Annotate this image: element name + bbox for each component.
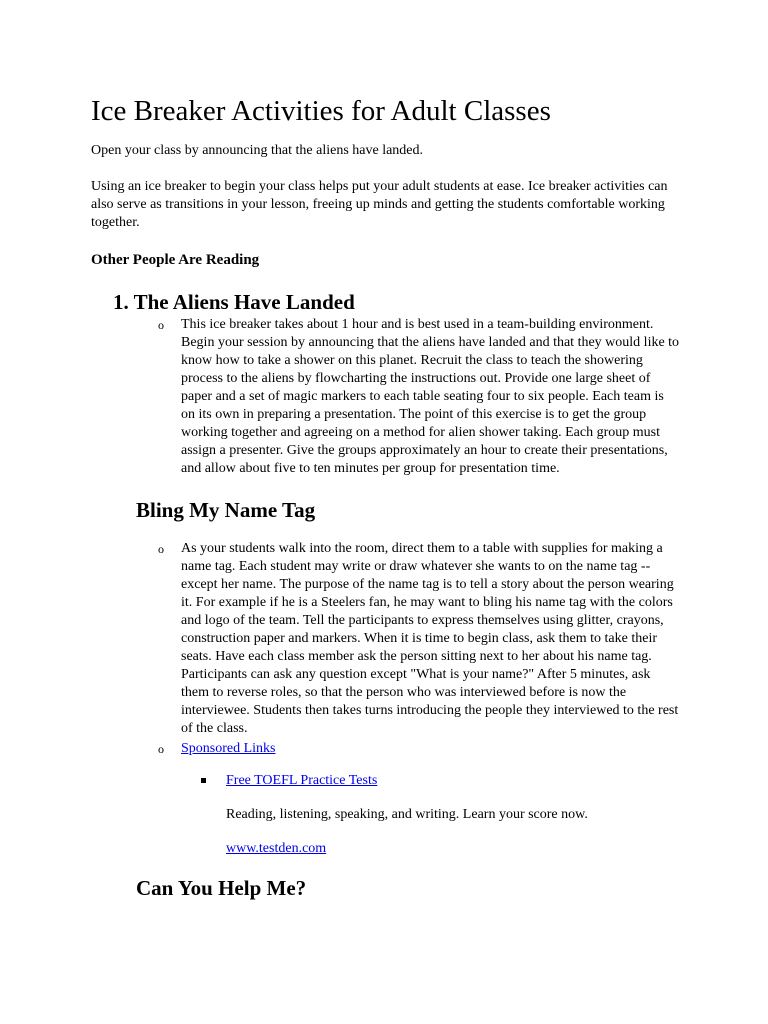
ad-url-link[interactable]: www.testden.com: [226, 841, 327, 856]
list-item: [158, 316, 681, 478]
bling-description: As your students walk into the room, direct them to a table with supplies for making a name tag. Each student may write or draw whatever she wants to on the name tag -- except her name. The purpose of the name tag is to tell a story about the person wearing it. For example if he is a Steelers fan, he may want to bling his name tag with the colors and logo of the team. Tell the participants to express themselves using glitter, crayons, construction paper and markers. When it is time to begin class, ask them to take their seats. Have each class member ask the person sitting next to her about his name tag. Participants can ask any question except "What is your name?" After 5 minutes, ask them to reverse roles, so that the person who was interviewed before is now the interviewee. Students then takes turns introducing the people they interviewed to the rest of the class.: [181, 541, 679, 736]
square-bullet-icon: [201, 778, 206, 783]
circle-bullet-icon: o: [158, 318, 164, 332]
ad-description: Reading, listening, speaking, and writing. Learn your score now.: [226, 807, 588, 822]
list-item: [158, 740, 681, 758]
other-reading-heading: Other People Are Reading: [91, 252, 260, 268]
ad-list-item: [226, 772, 681, 790]
circle-bullet-icon: o: [158, 742, 164, 756]
section-heading-bling: Bling My Name Tag: [136, 498, 316, 522]
aliens-description: This ice breaker takes about 1 hour and is best used in a team-building environment. Begin your session by announcing that the aliens have landed and that they would like to know how to take a shower on this planet. Recruit the class to teach the showering process to the aliens by flowcharting the instructions out. Provide one large sheet of paper and a set of magic markers to each table seating four to six people. Each team is on its own in preparing a presentation. The point of this exercise is to get the group working together and agreeing on a method for alien shower taking. Each group must assign a presenter. Give the groups approximately an hour to create their presentations, and allow about five to ten minutes per group for presentation time.: [181, 317, 680, 476]
sponsored-links-link[interactable]: Sponsored Links: [181, 741, 276, 756]
circle-bullet-icon: o: [158, 542, 164, 556]
section-heading-help: Can You Help Me?: [136, 876, 307, 900]
intro-paragraph: Open your class by announcing that the aliens have landed.: [91, 143, 424, 158]
page-title: Ice Breaker Activities for Adult Classes: [91, 95, 551, 127]
intro-paragraph-2: Using an ice breaker to begin your class helps put your adult students at ease. Ice breaker activities can also serve as transitions in your lesson, freeing up minds and getting the students comfortable working together.: [91, 179, 668, 230]
list-item: [158, 540, 681, 738]
ad-title-link[interactable]: Free TOEFL Practice Tests: [226, 773, 378, 788]
section-heading-aliens: 1. The Aliens Have Landed: [113, 290, 355, 314]
document-page: [91, 90, 681, 902]
